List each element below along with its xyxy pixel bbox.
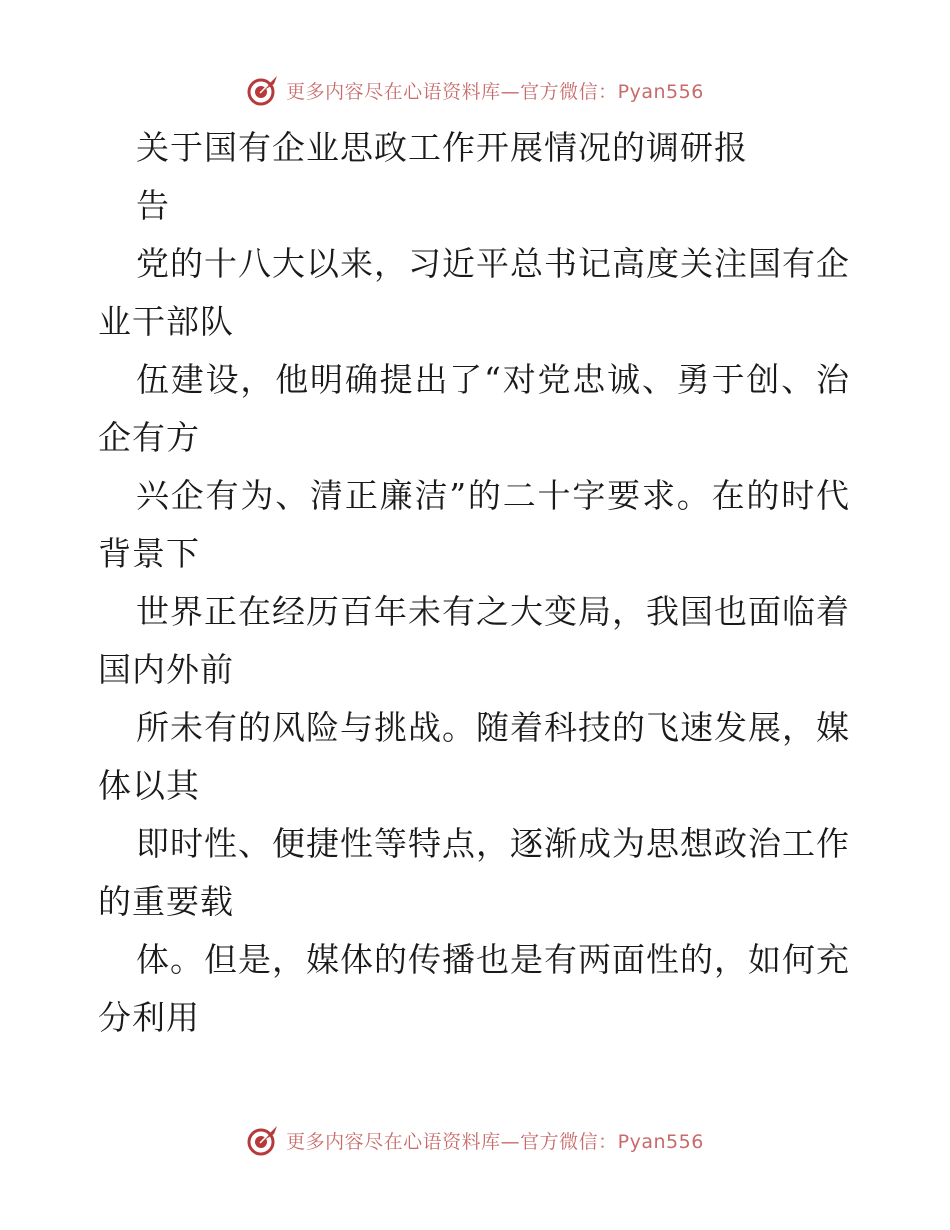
document-title-line-1: 关于国有企业思政工作开展情况的调研报 xyxy=(136,128,748,167)
paragraph-line: 背景下 xyxy=(98,534,200,573)
paragraph-line: 分利用 xyxy=(98,998,200,1037)
paragraph-line: 企有方 xyxy=(98,418,200,457)
paragraph-line: 业干部队 xyxy=(98,302,234,341)
paragraph-line: 世界正在经历百年未有之大变局，我国也面临着 xyxy=(136,592,850,631)
paragraph-line: 国内外前 xyxy=(98,650,234,689)
paragraph-line: 伍建设，他明确提出了“对党忠诚、勇于创、治 xyxy=(136,360,850,399)
paragraph-line: 所未有的风险与挑战。随着科技的飞速发展，媒 xyxy=(136,708,850,747)
header-watermark-text: 更多内容尽在心语资料库—官方微信：Pyan556 xyxy=(286,80,704,103)
quill-pen-logo-icon xyxy=(246,73,280,107)
footer-watermark-text: 更多内容尽在心语资料库—官方微信：Pyan556 xyxy=(286,1130,704,1153)
document-title-line-2: 告 xyxy=(136,186,170,225)
header-watermark-banner xyxy=(0,70,950,110)
paragraph-line: 的重要载 xyxy=(98,882,234,921)
paragraph-line: 兴企有为、清正廉洁”的二十字要求。在的时代 xyxy=(136,476,850,515)
paragraph-line: 党的十八大以来，习近平总书记高度关注国有企 xyxy=(136,244,850,283)
paragraph-line: 即时性、便捷性等特点，逐渐成为思想政治工作 xyxy=(136,824,850,863)
quill-pen-logo-icon xyxy=(246,1123,280,1157)
paragraph-line: 体。但是，媒体的传播也是有两面性的，如何充 xyxy=(136,940,850,979)
paragraph-line: 体以其 xyxy=(98,766,200,805)
footer-watermark-banner xyxy=(0,1120,950,1160)
